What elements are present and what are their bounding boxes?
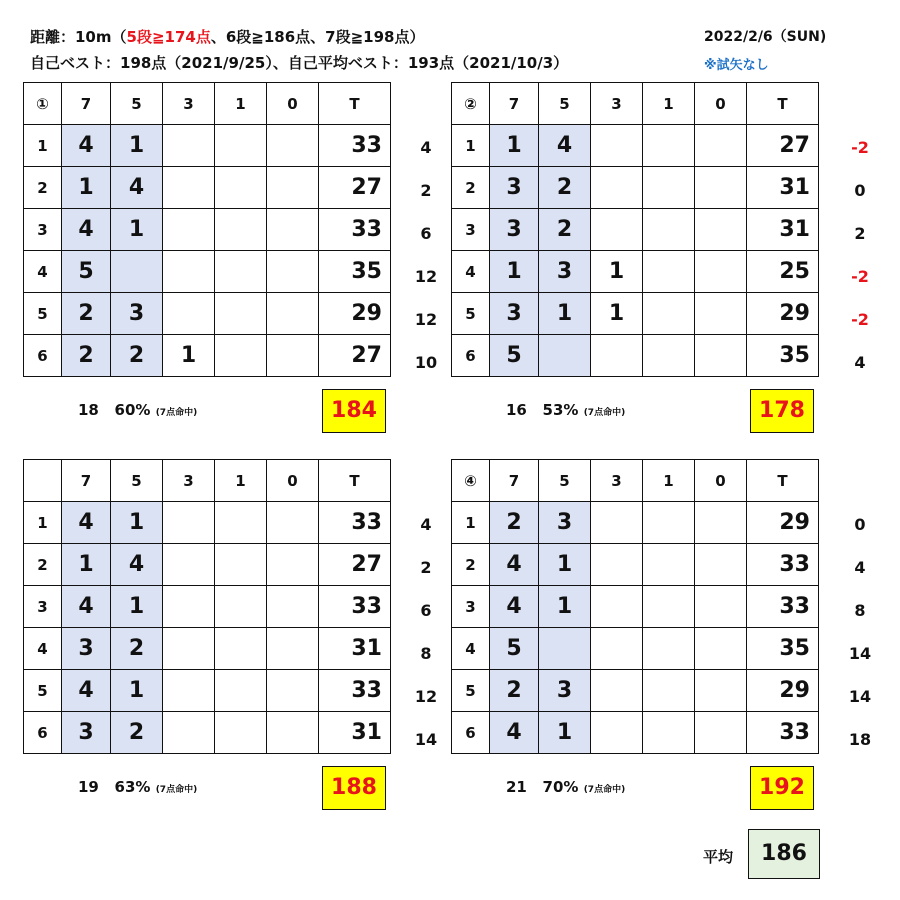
- count-5: 3: [539, 251, 591, 293]
- end-number: 3: [24, 586, 62, 628]
- end-number: 1: [452, 502, 490, 544]
- end-total: 33: [319, 586, 391, 628]
- count-3: [163, 209, 215, 251]
- count-1: [215, 628, 267, 670]
- count-1: [215, 544, 267, 586]
- col-7: 7: [62, 460, 111, 502]
- side-value: 14: [848, 687, 872, 706]
- side-value: -2: [851, 267, 869, 286]
- count-5: 2: [111, 712, 163, 754]
- count-7: 2: [490, 502, 539, 544]
- count-3: [163, 125, 215, 167]
- count-3: [163, 628, 215, 670]
- round-4-summary: [506, 778, 625, 796]
- table-row: [452, 293, 819, 335]
- side-value: 2: [420, 181, 432, 200]
- side-value: -2: [851, 310, 869, 329]
- count-5: 2: [539, 167, 591, 209]
- count-7: 3: [62, 628, 111, 670]
- count-5: 2: [111, 335, 163, 377]
- round-2-summary: [506, 401, 625, 419]
- round-2-difference-column: [838, 126, 882, 384]
- table-row: [452, 712, 819, 754]
- count-1: [215, 712, 267, 754]
- count-1: [643, 209, 695, 251]
- count-0: [267, 167, 319, 209]
- count-0: [695, 125, 747, 167]
- end-total: 35: [747, 335, 819, 377]
- end-total: 29: [319, 293, 391, 335]
- count-3: [591, 628, 643, 670]
- end-number: 6: [24, 335, 62, 377]
- side-value: 4: [854, 558, 866, 577]
- col-0: 0: [267, 460, 319, 502]
- end-number: 4: [24, 251, 62, 293]
- table-row: [24, 628, 391, 670]
- count-1: [215, 125, 267, 167]
- hit-count: 18: [78, 401, 99, 419]
- hit-count: 16: [506, 401, 527, 419]
- end-total: 31: [747, 167, 819, 209]
- side-value: 12: [414, 267, 438, 286]
- count-0: [695, 167, 747, 209]
- table-row: [452, 125, 819, 167]
- table-row: [452, 335, 819, 377]
- count-5: 3: [111, 293, 163, 335]
- count-1: [215, 670, 267, 712]
- round-4-total: 192: [750, 766, 814, 810]
- count-0: [695, 293, 747, 335]
- end-total: 27: [319, 167, 391, 209]
- side-value: 0: [854, 515, 866, 534]
- side-value: 12: [414, 687, 438, 706]
- round-label: ④: [452, 460, 490, 502]
- count-0: [267, 670, 319, 712]
- end-total: 33: [747, 544, 819, 586]
- end-total: 29: [747, 670, 819, 712]
- personal-best-line: 自己ベスト：198点（2021/9/25）、自己平均ベスト：193点（2021/10/3）: [30, 54, 569, 72]
- count-7: 4: [62, 209, 111, 251]
- col-7: 7: [490, 83, 539, 125]
- count-3: [163, 586, 215, 628]
- round-label: ①: [24, 83, 62, 125]
- round-3-summary: [78, 778, 197, 796]
- count-7: 5: [62, 251, 111, 293]
- end-total: 33: [319, 209, 391, 251]
- count-1: [215, 209, 267, 251]
- end-total: 29: [747, 502, 819, 544]
- count-3: 1: [591, 251, 643, 293]
- col-3: 3: [591, 83, 643, 125]
- count-3: [163, 502, 215, 544]
- count-1: [643, 586, 695, 628]
- end-total: 33: [319, 125, 391, 167]
- col-3: 3: [163, 83, 215, 125]
- end-number: 3: [24, 209, 62, 251]
- table-row: [24, 251, 391, 293]
- count-5: [539, 335, 591, 377]
- col-total: T: [319, 460, 391, 502]
- count-0: [267, 628, 319, 670]
- count-1: [215, 167, 267, 209]
- side-value: 8: [854, 601, 866, 620]
- count-5: 1: [111, 502, 163, 544]
- side-value: 14: [414, 730, 438, 749]
- count-7: 3: [490, 209, 539, 251]
- hit-percent: 60%: [114, 401, 151, 419]
- count-0: [695, 544, 747, 586]
- end-number: 5: [452, 293, 490, 335]
- end-number: 3: [452, 209, 490, 251]
- hit-note: (7点命中): [583, 785, 626, 795]
- end-number: 1: [24, 502, 62, 544]
- round-3-cumulative-column: [404, 503, 448, 761]
- count-3: [591, 335, 643, 377]
- count-3: 1: [163, 335, 215, 377]
- count-5: [111, 251, 163, 293]
- count-7: 2: [62, 335, 111, 377]
- table-row: [452, 167, 819, 209]
- col-total: T: [747, 83, 819, 125]
- col-0: 0: [695, 460, 747, 502]
- count-0: [695, 628, 747, 670]
- table-row: [24, 293, 391, 335]
- hit-note: (7点命中): [155, 408, 198, 418]
- count-5: 1: [111, 209, 163, 251]
- session-date: 2022/2/6（SUN): [704, 29, 827, 45]
- rank5-threshold: 5段≧174点: [126, 28, 211, 46]
- table-row: [24, 544, 391, 586]
- end-total: 27: [747, 125, 819, 167]
- round-2-scorecard: [451, 82, 819, 377]
- count-7: 3: [62, 712, 111, 754]
- count-7: 4: [62, 586, 111, 628]
- side-value: 6: [420, 224, 432, 243]
- hit-percent: 70%: [542, 778, 579, 796]
- count-7: 4: [490, 712, 539, 754]
- count-1: [643, 335, 695, 377]
- header-row: [452, 460, 819, 502]
- header-row: [24, 83, 391, 125]
- count-5: 3: [539, 670, 591, 712]
- count-7: 1: [62, 544, 111, 586]
- end-number: 5: [24, 670, 62, 712]
- count-3: [591, 544, 643, 586]
- hit-percent: 63%: [114, 778, 151, 796]
- count-7: 4: [490, 544, 539, 586]
- count-5: 1: [111, 125, 163, 167]
- table-row: [24, 712, 391, 754]
- end-total: 33: [319, 502, 391, 544]
- round-1-cumulative-column: [404, 126, 448, 384]
- count-3: 1: [591, 293, 643, 335]
- col-7: 7: [490, 460, 539, 502]
- round-4-cumulative-column: [838, 503, 882, 761]
- round-1-summary: [78, 401, 197, 419]
- end-total: 25: [747, 251, 819, 293]
- average-value: 186: [748, 829, 820, 879]
- col-0: 0: [695, 83, 747, 125]
- count-7: 1: [62, 167, 111, 209]
- count-0: [267, 586, 319, 628]
- count-0: [695, 335, 747, 377]
- side-value: 6: [420, 601, 432, 620]
- col-3: 3: [163, 460, 215, 502]
- side-value: 2: [420, 558, 432, 577]
- round-3-scorecard: [23, 459, 391, 754]
- count-1: [643, 502, 695, 544]
- count-1: [643, 628, 695, 670]
- count-1: [215, 502, 267, 544]
- count-3: [163, 167, 215, 209]
- count-1: [215, 251, 267, 293]
- table-row: [24, 167, 391, 209]
- count-7: 4: [62, 502, 111, 544]
- end-number: 1: [24, 125, 62, 167]
- count-0: [695, 502, 747, 544]
- count-7: 4: [62, 125, 111, 167]
- rank-thresholds: 、6段≧186点、7段≧198点）: [210, 28, 425, 46]
- count-1: [643, 125, 695, 167]
- end-number: 4: [24, 628, 62, 670]
- count-3: [591, 502, 643, 544]
- side-value: 4: [420, 138, 432, 157]
- end-number: 1: [452, 125, 490, 167]
- side-value: -2: [851, 138, 869, 157]
- table-row: [24, 502, 391, 544]
- count-7: 3: [490, 167, 539, 209]
- side-value: 10: [414, 353, 438, 372]
- table-row: [452, 502, 819, 544]
- count-3: [591, 125, 643, 167]
- table-row: [24, 586, 391, 628]
- count-5: 1: [111, 670, 163, 712]
- no-trial-arrows-note: ※試矢なし: [704, 58, 769, 73]
- table-row: [24, 125, 391, 167]
- end-number: 2: [24, 167, 62, 209]
- count-3: [591, 670, 643, 712]
- col-7: 7: [62, 83, 111, 125]
- end-number: 5: [24, 293, 62, 335]
- count-3: [163, 251, 215, 293]
- table-row: [452, 209, 819, 251]
- count-1: [643, 167, 695, 209]
- table-row: [452, 251, 819, 293]
- count-5: 1: [539, 544, 591, 586]
- side-value: 14: [848, 644, 872, 663]
- count-0: [267, 209, 319, 251]
- count-5: 2: [111, 628, 163, 670]
- count-0: [267, 293, 319, 335]
- count-5: [539, 628, 591, 670]
- table-row: [24, 335, 391, 377]
- count-7: 5: [490, 335, 539, 377]
- table-row: [452, 670, 819, 712]
- count-5: 4: [111, 167, 163, 209]
- col-0: 0: [267, 83, 319, 125]
- count-1: [215, 586, 267, 628]
- side-value: 8: [420, 644, 432, 663]
- count-1: [643, 670, 695, 712]
- count-7: 4: [490, 586, 539, 628]
- count-5: 1: [111, 586, 163, 628]
- hit-note: (7点命中): [155, 785, 198, 795]
- count-0: [267, 251, 319, 293]
- col-3: 3: [591, 460, 643, 502]
- end-total: 33: [747, 712, 819, 754]
- count-3: [591, 209, 643, 251]
- count-7: 2: [490, 670, 539, 712]
- side-value: 4: [420, 515, 432, 534]
- count-3: [591, 586, 643, 628]
- count-0: [695, 586, 747, 628]
- table-row: [24, 670, 391, 712]
- table-row: [452, 586, 819, 628]
- count-5: 1: [539, 712, 591, 754]
- end-number: 2: [452, 167, 490, 209]
- side-value: 2: [854, 224, 866, 243]
- count-1: [643, 712, 695, 754]
- col-1: 1: [643, 460, 695, 502]
- end-number: 2: [452, 544, 490, 586]
- count-1: [215, 293, 267, 335]
- round-2-total: 178: [750, 389, 814, 433]
- col-1: 1: [215, 460, 267, 502]
- count-7: 3: [490, 293, 539, 335]
- end-number: 2: [24, 544, 62, 586]
- count-0: [695, 251, 747, 293]
- table-row: [452, 628, 819, 670]
- count-1: [643, 251, 695, 293]
- side-value: 12: [414, 310, 438, 329]
- end-total: 27: [319, 544, 391, 586]
- count-5: 4: [539, 125, 591, 167]
- end-number: 3: [452, 586, 490, 628]
- side-value: 0: [854, 181, 866, 200]
- count-7: 4: [62, 670, 111, 712]
- end-total: 27: [319, 335, 391, 377]
- distance-and-rank-line: [30, 26, 424, 47]
- count-0: [695, 209, 747, 251]
- end-total: 33: [319, 670, 391, 712]
- end-number: 4: [452, 628, 490, 670]
- end-total: 33: [747, 586, 819, 628]
- table-row: [452, 544, 819, 586]
- hit-note: (7点命中): [583, 408, 626, 418]
- count-0: [267, 544, 319, 586]
- count-5: 3: [539, 502, 591, 544]
- round-1-scorecard: [23, 82, 391, 377]
- count-7: 1: [490, 251, 539, 293]
- count-5: 2: [539, 209, 591, 251]
- count-1: [643, 544, 695, 586]
- count-1: [643, 293, 695, 335]
- end-total: 35: [747, 628, 819, 670]
- count-0: [267, 712, 319, 754]
- hit-count: 19: [78, 778, 99, 796]
- end-total: 31: [319, 712, 391, 754]
- header-row: [24, 460, 391, 502]
- count-7: 2: [62, 293, 111, 335]
- count-1: [215, 335, 267, 377]
- count-5: 1: [539, 586, 591, 628]
- col-5: 5: [111, 83, 163, 125]
- distance-label: 距離：10m（: [30, 28, 127, 46]
- count-3: [591, 167, 643, 209]
- round-label: [24, 460, 62, 502]
- side-value: 18: [848, 730, 872, 749]
- table-row: [24, 209, 391, 251]
- count-5: 4: [111, 544, 163, 586]
- end-total: 31: [747, 209, 819, 251]
- end-total: 35: [319, 251, 391, 293]
- end-number: 5: [452, 670, 490, 712]
- header-row: [452, 83, 819, 125]
- count-0: [267, 502, 319, 544]
- col-5: 5: [111, 460, 163, 502]
- count-3: [163, 293, 215, 335]
- end-number: 6: [452, 335, 490, 377]
- round-1-total: 184: [322, 389, 386, 433]
- end-total: 31: [319, 628, 391, 670]
- count-7: 5: [490, 628, 539, 670]
- side-value: 4: [854, 353, 866, 372]
- end-number: 4: [452, 251, 490, 293]
- end-number: 6: [452, 712, 490, 754]
- col-1: 1: [643, 83, 695, 125]
- col-5: 5: [539, 83, 591, 125]
- col-1: 1: [215, 83, 267, 125]
- hit-count: 21: [506, 778, 527, 796]
- count-3: [163, 670, 215, 712]
- count-0: [695, 712, 747, 754]
- count-0: [695, 670, 747, 712]
- round-label: ②: [452, 83, 490, 125]
- end-number: 6: [24, 712, 62, 754]
- end-total: 29: [747, 293, 819, 335]
- round-4-scorecard: [451, 459, 819, 754]
- hit-percent: 53%: [542, 401, 579, 419]
- col-total: T: [319, 83, 391, 125]
- count-5: 1: [539, 293, 591, 335]
- count-3: [163, 544, 215, 586]
- col-5: 5: [539, 460, 591, 502]
- average-label: 平均: [703, 848, 734, 866]
- count-7: 1: [490, 125, 539, 167]
- col-total: T: [747, 460, 819, 502]
- count-3: [163, 712, 215, 754]
- count-0: [267, 125, 319, 167]
- count-3: [591, 712, 643, 754]
- round-3-total: 188: [322, 766, 386, 810]
- count-0: [267, 335, 319, 377]
